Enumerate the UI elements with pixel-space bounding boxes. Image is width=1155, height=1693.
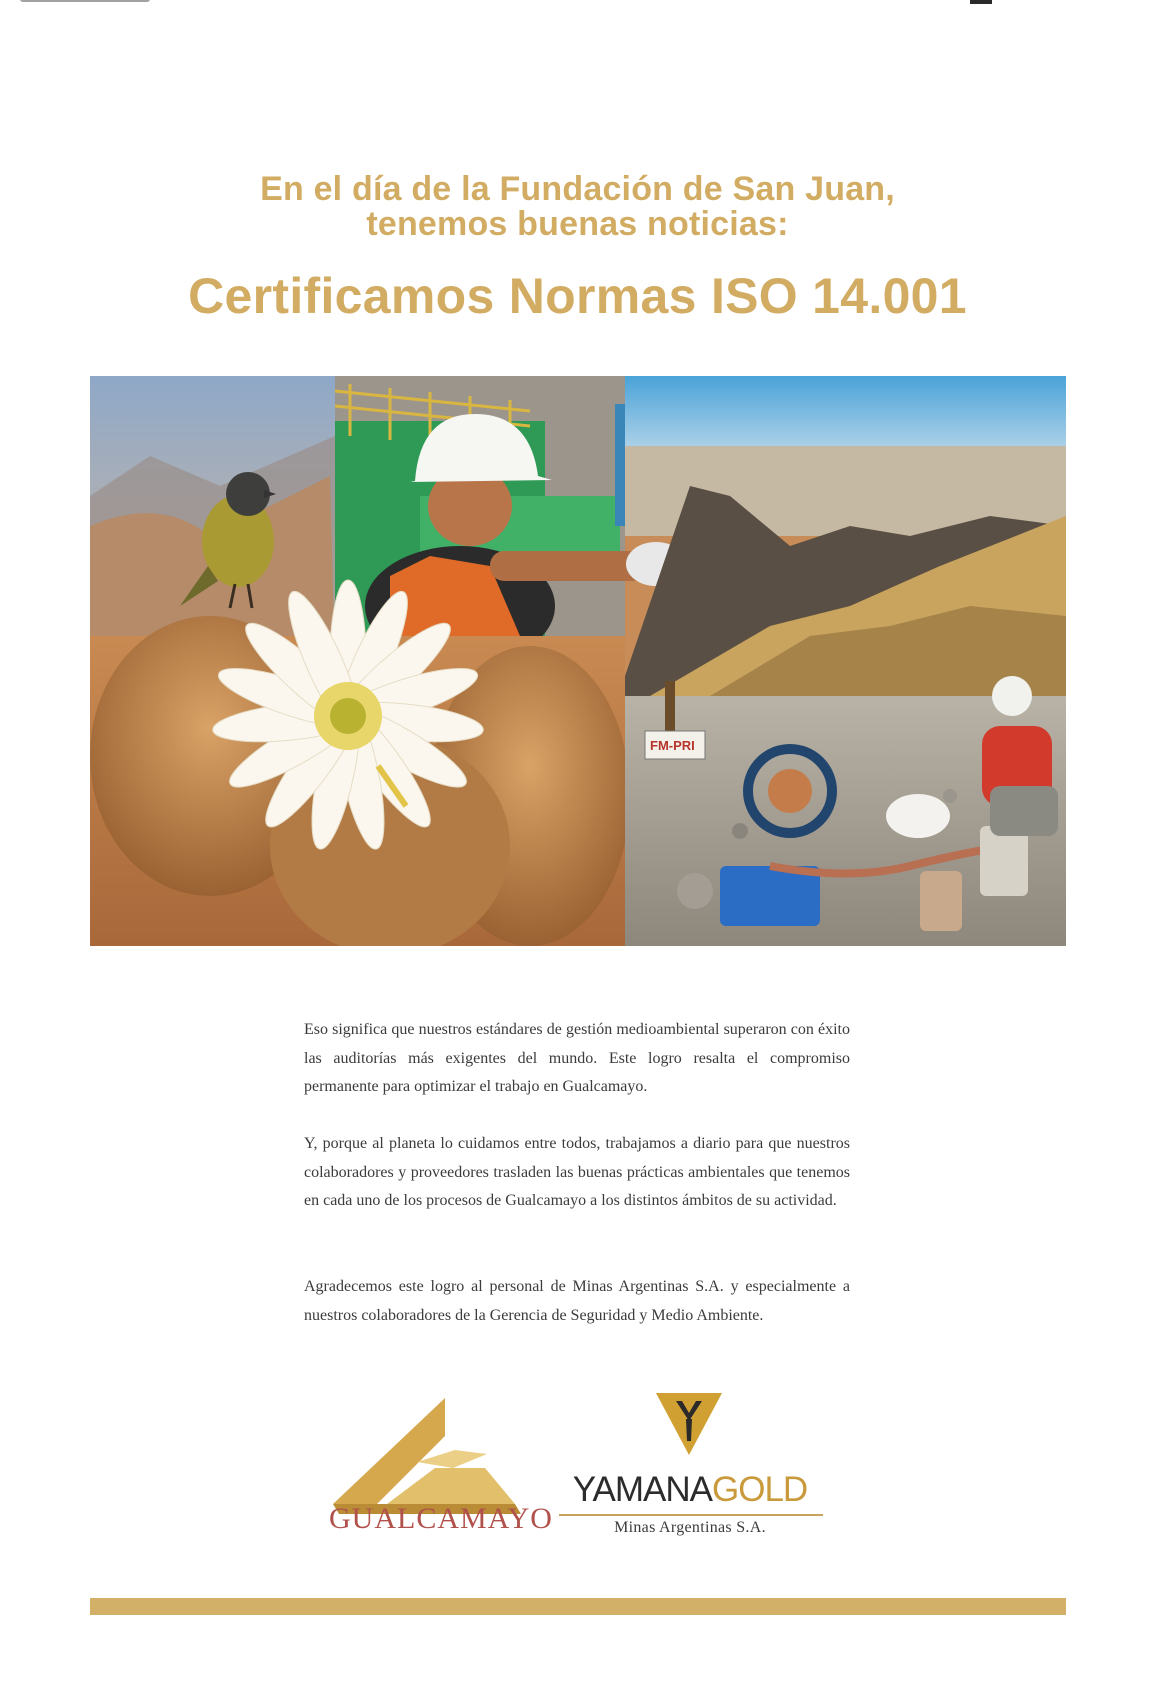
gold-text: GOLD [712,1470,808,1509]
cropped-corner-mark [970,0,992,4]
collage-illustration [90,376,1066,946]
sample-bucket-1 [980,826,1028,896]
body-paragraph-1: Eso significa que nuestros estándares de gestión medioambiental superaron con éxito las auditorías más exigentes del mundo. Este logro resalta el compromiso permanente para optimizar el trabajo en Gualcamayo. [304,1021,850,1095]
headline-line-1: En el día de la Fundación de San Juan, [260,170,895,208]
main-headline: Certificamos Normas ISO 14.001 [188,268,967,324]
right-sky [625,376,1066,456]
body-paragraph-2: Y, porque al planeta lo cuidamos entre todos, trabajamos a diario para que nuestros colaboradores y proveedores trasladen las buenas prácticas ambientales que tenemos en cada uno de los procesos de Gualcamayo a los distintos ámbitos de su actividad. [304,1135,850,1209]
hose-reel-core [768,769,812,813]
gualcamayo-text: GUALCAMAYO [329,1502,553,1535]
rock-3 [943,789,957,803]
yamana-text: YAMANA [572,1470,712,1509]
gualcamayo-wordmark [329,1502,553,1536]
headline-line-2: tenemos buenas noticias: [366,205,789,243]
yamana-subtitle: Minas Argentinas S.A. [614,1519,766,1536]
yamana-gold-logo-mark [656,1393,722,1455]
sign-text: FM-PRI [650,738,695,753]
footer-bar [90,1598,1066,1615]
technician-legs [990,786,1058,836]
technician-hat [992,676,1032,716]
bird-head [226,472,270,516]
rock-1 [677,873,713,909]
photo-collage [90,376,1066,946]
yamana-divider [559,1514,823,1516]
cropped-header-fragment [20,0,150,2]
body-paragraph-3: Agradecemos este logro al personal de Minas Argentinas S.A. y especialmente a nuestros colaboradores de la Gerencia de Seguridad y Medio Ambiente. [304,1278,850,1324]
white-container [886,794,950,838]
yamana-gold-wordmark [560,1470,820,1510]
rock-2 [732,823,748,839]
sample-bucket-2 [920,871,962,931]
